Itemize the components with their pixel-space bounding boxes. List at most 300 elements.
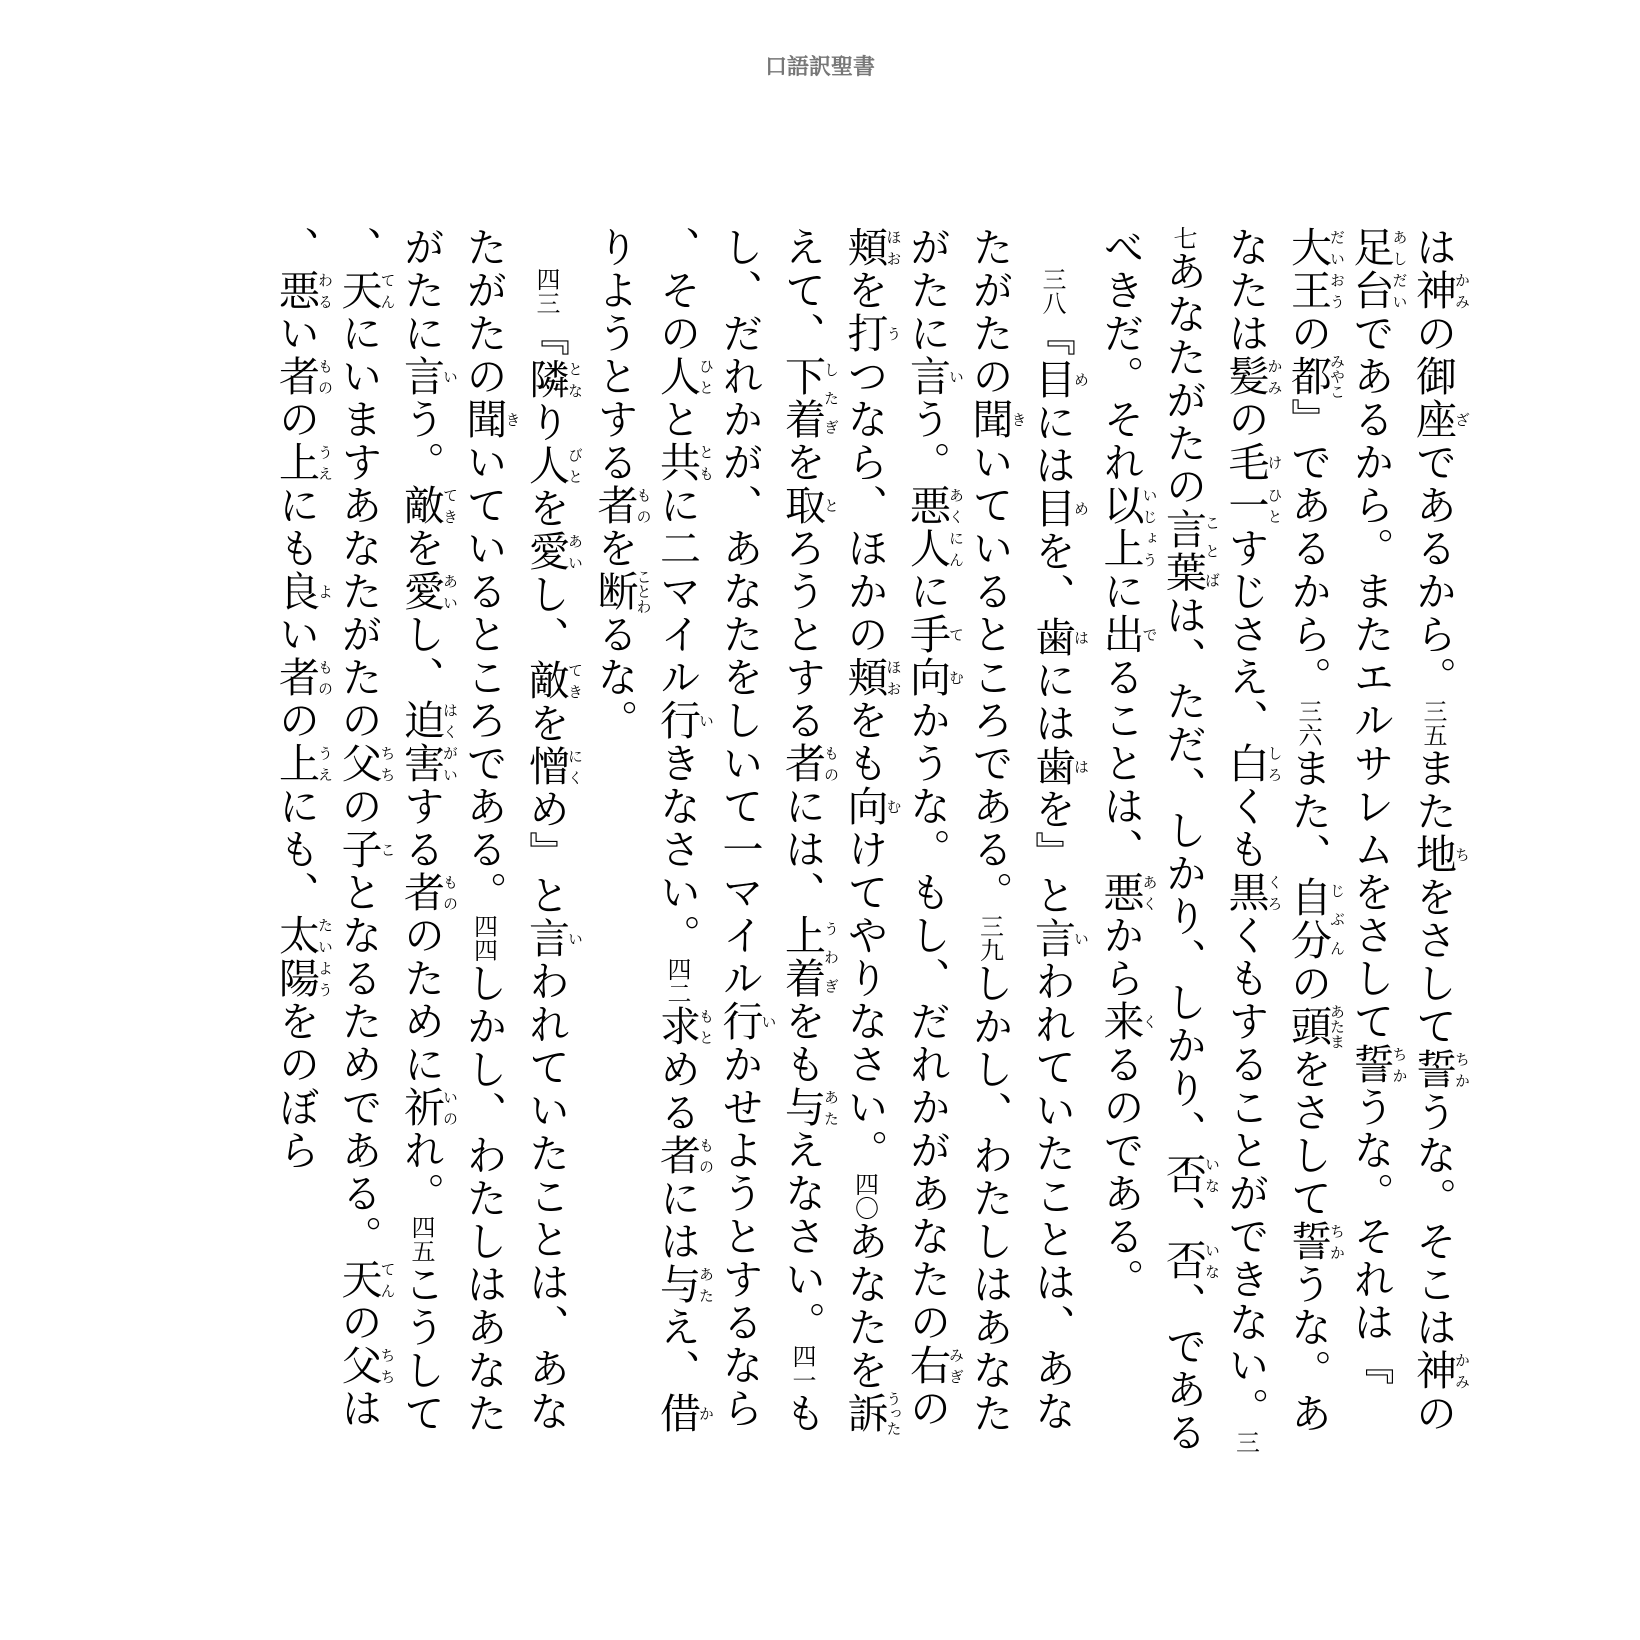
text-run: う。	[903, 398, 951, 484]
ruby-base: 目	[1028, 487, 1076, 530]
ruby-base: 上	[272, 441, 320, 484]
ruby-word	[1159, 1153, 1221, 1196]
ruby-base: 祈	[397, 1086, 445, 1129]
ruby-base: 人	[653, 355, 701, 398]
ruby-word	[653, 355, 715, 398]
ruby-reading: き	[503, 398, 522, 441]
ruby-base: 大王	[1284, 226, 1332, 312]
ruby-reading: もの	[316, 355, 334, 398]
verse-number: 四三	[532, 267, 560, 315]
ruby-word	[272, 570, 334, 613]
text-run: うな。それは『	[1346, 1086, 1395, 1387]
ruby-base: 者	[397, 871, 445, 914]
text-run: もし、だれかが、あなたをしいて一マイル	[715, 226, 826, 1435]
ruby-reading: うった	[884, 1391, 903, 1436]
ruby-word	[272, 656, 334, 699]
text-run: を	[522, 487, 570, 530]
text-run: には、	[778, 785, 826, 914]
ruby-reading: みやこ	[1328, 354, 1346, 399]
text-run: には	[1028, 659, 1076, 745]
ruby-base: 目	[1028, 358, 1076, 401]
text-run: つなら、ほかの	[840, 355, 889, 656]
text-run: の	[1284, 312, 1332, 355]
ruby-reading: てき	[566, 659, 584, 702]
ruby-reading: い	[947, 355, 965, 398]
ruby-base: 共	[653, 441, 701, 484]
ruby-base: 誓	[1346, 1043, 1395, 1086]
text-run: の	[1409, 1392, 1457, 1435]
text-run: るのである。	[1096, 1043, 1145, 1301]
ruby-reading: う	[884, 312, 903, 355]
ruby-word	[715, 1000, 778, 1043]
ruby-reading: ちか	[1390, 1043, 1409, 1086]
text-run: 『	[522, 315, 570, 358]
ruby-base: 言	[397, 355, 445, 398]
ruby-word	[1221, 355, 1284, 398]
text-run: う。	[397, 398, 445, 484]
ruby-base: 与	[653, 1263, 701, 1306]
ruby-word	[590, 484, 653, 527]
text-run: の	[272, 699, 320, 742]
text-run: の	[903, 1387, 951, 1430]
ruby-reading: あた	[822, 1086, 840, 1129]
ruby-base: 髪	[1221, 355, 1270, 398]
ruby-word	[1346, 226, 1409, 312]
ruby-reading: はくがい	[441, 699, 459, 785]
ruby-word	[1284, 1220, 1346, 1263]
ruby-base: 迫害	[397, 699, 445, 785]
ruby-base: 悪人	[903, 484, 951, 570]
ruby-base: 敵	[522, 659, 570, 702]
ruby-reading: みぎ	[947, 1344, 965, 1387]
text-run: うな。そこは	[1409, 1091, 1457, 1349]
ruby-word	[272, 355, 334, 398]
ruby-base: 右	[903, 1344, 951, 1387]
ruby-base: 手向	[903, 613, 951, 699]
ruby-base: 者	[272, 656, 320, 699]
text-run: を』と	[1028, 788, 1076, 917]
ruby-base: 誓	[1409, 1048, 1457, 1091]
ruby-base: 愛	[397, 570, 445, 613]
ruby-reading: あた	[697, 1263, 715, 1306]
ruby-base: 言	[1028, 917, 1076, 960]
text-run: われていたことは、あなたがたの	[965, 226, 1076, 1433]
ruby-word	[1284, 354, 1346, 399]
ruby-reading: いな	[1203, 1153, 1221, 1196]
ruby-word	[965, 398, 1028, 441]
ruby-reading: かみ	[1265, 355, 1284, 398]
text-run: と	[653, 398, 701, 441]
ruby-base: 神	[1409, 1349, 1457, 1392]
ruby-base: 者	[653, 1134, 701, 1177]
text-run: えて、	[778, 226, 826, 355]
ruby-reading: あたま	[1328, 1004, 1346, 1049]
ruby-reading: しろ	[1265, 742, 1284, 785]
ruby-word	[1159, 508, 1221, 594]
text-run: ろうとする	[778, 527, 826, 742]
ruby-reading: あい	[441, 570, 459, 613]
ruby-base: 父	[334, 742, 383, 785]
text-run: けてやりなさい。	[840, 828, 889, 1172]
ruby-reading: め	[1072, 358, 1090, 401]
ruby-base: 人	[522, 444, 570, 487]
ruby-base: 下着	[778, 355, 826, 441]
text-run: には	[653, 1177, 701, 1263]
text-run: の	[272, 398, 320, 441]
text-run: を	[778, 441, 826, 484]
text-run: める	[653, 1048, 701, 1134]
text-run: きなさい。	[653, 742, 701, 957]
ruby-base: 敵	[397, 484, 445, 527]
text-run: えなさい。	[778, 1129, 826, 1344]
ruby-reading: で	[1140, 613, 1159, 656]
ruby-base: 頭	[1284, 1004, 1332, 1049]
text-run: に二マイル	[653, 484, 701, 699]
text-run: また、	[1284, 747, 1332, 876]
ruby-word	[778, 484, 840, 527]
ruby-word	[1221, 742, 1284, 785]
ruby-reading: もの	[697, 1134, 715, 1177]
text-run: 、	[1159, 1196, 1207, 1239]
ruby-base: 上着	[778, 914, 826, 1000]
ruby-word	[1284, 226, 1346, 312]
ruby-reading: ひと	[1265, 484, 1284, 527]
ruby-word	[522, 745, 584, 788]
ruby-word	[1409, 1349, 1471, 1392]
ruby-base: 毛	[1221, 441, 1270, 484]
ruby-base: 聞	[459, 398, 508, 441]
ruby-word	[1346, 1043, 1409, 1086]
ruby-reading: くろ	[1265, 871, 1284, 914]
ruby-base: 向	[840, 785, 889, 828]
text-run: に	[903, 570, 951, 613]
text-run: うな。あなたは	[1221, 226, 1332, 1435]
ruby-reading: もの	[822, 742, 840, 785]
ruby-reading: く	[1140, 1000, 1159, 1043]
ruby-base: 天	[334, 1258, 383, 1301]
text-run: をも	[840, 699, 889, 785]
ruby-reading: ざ	[1453, 398, 1471, 441]
ruby-reading: もの	[441, 871, 459, 914]
ruby-word	[1409, 398, 1471, 441]
ruby-base: 自分	[1284, 876, 1332, 962]
ruby-word	[903, 1344, 965, 1387]
ruby-word	[272, 914, 334, 1000]
ruby-reading: かみ	[1453, 1349, 1471, 1392]
verse-number: 三九	[975, 914, 1004, 962]
ruby-reading: だいおう	[1328, 226, 1346, 312]
ruby-word	[522, 444, 584, 487]
ruby-reading: びと	[566, 444, 584, 487]
ruby-reading: む	[884, 785, 903, 828]
verse-number: 四〇	[850, 1172, 879, 1220]
ruby-reading: ことわ	[634, 569, 653, 614]
ruby-base: 天	[334, 269, 383, 312]
ruby-base: 頬	[840, 656, 889, 699]
text-run: くもすることができない。	[1221, 914, 1270, 1430]
ruby-base: 愛	[522, 530, 570, 573]
text-run: から	[1096, 914, 1145, 1000]
text-run: に	[1096, 570, 1145, 613]
ruby-base: 歯	[1028, 616, 1076, 659]
ruby-reading: もと	[697, 1005, 715, 1048]
ruby-reading: は	[1072, 745, 1090, 788]
text-run: こうして、	[334, 226, 445, 1435]
ruby-base: 訴	[840, 1391, 889, 1436]
ruby-reading: は	[1072, 616, 1090, 659]
ruby-reading: もの	[316, 656, 334, 699]
ruby-base: 隣	[522, 358, 570, 401]
ruby-base: 神	[1409, 269, 1457, 312]
ruby-word	[653, 1263, 715, 1306]
ruby-reading: ほお	[884, 226, 903, 269]
verse-number: 四一	[788, 1344, 816, 1392]
ruby-reading: じぶん	[1328, 876, 1346, 962]
verse-number: 四二	[663, 957, 691, 1005]
ruby-word	[272, 441, 334, 484]
ruby-reading: にく	[566, 745, 584, 788]
text-run: にも	[272, 484, 320, 570]
text-run: の	[334, 1301, 383, 1344]
text-run: また	[1409, 747, 1457, 833]
scripture-text	[265, 226, 1471, 1466]
paragraph	[1089, 226, 1470, 1466]
ruby-word	[334, 1258, 397, 1301]
ruby-word	[1028, 745, 1090, 788]
ruby-word	[653, 1134, 715, 1177]
ruby-base: 来	[1096, 1000, 1145, 1043]
ruby-word	[840, 1391, 903, 1436]
text-run: かせようとするなら、その	[653, 226, 764, 1430]
ruby-word	[1096, 613, 1159, 656]
ruby-word	[1028, 487, 1090, 530]
paragraph	[265, 226, 584, 1466]
ruby-word	[778, 742, 840, 785]
ruby-base: 都	[1284, 354, 1332, 399]
ruby-reading: ち	[1453, 833, 1471, 876]
text-run: をも	[778, 1000, 826, 1086]
text-run: し、	[522, 573, 570, 659]
ruby-base: 地	[1409, 833, 1457, 876]
ruby-reading: け	[1265, 441, 1284, 484]
ruby-reading: わる	[316, 269, 334, 312]
text-run: るな。	[590, 613, 639, 742]
ruby-base: 言葉	[1159, 508, 1207, 594]
ruby-reading: てん	[378, 1258, 397, 1301]
ruby-base: 否	[1159, 1153, 1207, 1196]
ruby-base: 誓	[1284, 1220, 1332, 1263]
page-header: 口語訳聖書	[764, 55, 875, 80]
ruby-reading: ひと	[697, 355, 715, 398]
text-run: え、	[653, 1306, 701, 1392]
text-run: い	[272, 613, 320, 656]
ruby-word	[1096, 1000, 1159, 1043]
ruby-word	[334, 269, 397, 312]
text-run: であるから。	[1409, 441, 1457, 699]
ruby-base: 聞	[965, 398, 1014, 441]
ruby-word	[397, 699, 459, 785]
ruby-reading: ちか	[1328, 1220, 1346, 1263]
text-run: しかし、わたしはあなたがたに	[397, 226, 508, 1435]
ruby-reading: い	[1072, 917, 1090, 960]
ruby-base: 白	[1221, 742, 1270, 785]
ruby-word	[653, 1392, 715, 1435]
ruby-base: 上	[272, 742, 320, 785]
ruby-base: 行	[715, 1000, 764, 1043]
text-run: には	[1028, 401, 1076, 487]
ruby-reading: あく	[1140, 871, 1159, 914]
text-run: を、	[1028, 530, 1076, 616]
text-run: め』と	[522, 788, 570, 917]
ruby-word	[334, 742, 397, 785]
verse-number: 三五	[1419, 699, 1447, 747]
text-run: ることは、	[1096, 656, 1145, 871]
ruby-word	[653, 441, 715, 484]
ruby-reading: かみ	[1453, 269, 1471, 312]
ruby-word	[653, 1005, 715, 1048]
ruby-word	[1159, 1239, 1221, 1282]
ruby-reading: てき	[441, 484, 459, 527]
ruby-reading: ちか	[1453, 1048, 1471, 1091]
ruby-word	[522, 659, 584, 702]
ruby-word	[1221, 484, 1284, 527]
ruby-reading: うえ	[316, 441, 334, 484]
ruby-reading: ちち	[378, 742, 397, 785]
ruby-reading: い	[759, 1000, 778, 1043]
ruby-reading: いの	[441, 1086, 459, 1129]
text-run: くも	[1221, 785, 1270, 871]
text-run: あなたがたの	[1159, 250, 1207, 508]
text-run: の	[1221, 398, 1270, 441]
ruby-word	[334, 828, 397, 871]
ruby-word	[903, 355, 965, 398]
ruby-reading: あい	[566, 530, 584, 573]
ruby-base: 打	[840, 312, 889, 355]
ruby-base: 黒	[1221, 871, 1270, 914]
ruby-reading: たいよう	[316, 914, 334, 1000]
verse-number: 三七	[1169, 226, 1260, 1454]
text-run: 』であるから。	[1284, 398, 1332, 699]
text-run: すじさえ、	[1221, 527, 1270, 742]
ruby-word	[1096, 484, 1159, 570]
text-run: をさして	[1284, 1048, 1332, 1220]
ruby-word	[1028, 917, 1090, 960]
ruby-base: 太陽	[272, 914, 320, 1000]
ruby-word	[653, 699, 715, 742]
ruby-word	[272, 269, 334, 312]
ruby-base: 座	[1409, 398, 1457, 441]
ruby-reading: き	[1009, 398, 1028, 441]
ruby-base: 憎	[522, 745, 570, 788]
ruby-word	[840, 312, 903, 355]
ruby-base: 足台	[1346, 226, 1395, 312]
ruby-base: 子	[334, 828, 383, 871]
ruby-word	[840, 656, 903, 699]
ruby-base: 一	[1221, 484, 1270, 527]
text-run: あなたを	[840, 1220, 889, 1392]
ruby-base: 借	[653, 1392, 701, 1435]
ruby-word	[334, 1344, 397, 1387]
ruby-word	[522, 530, 584, 573]
text-run: かうな。もし、だれかがあなたの	[903, 699, 951, 1344]
text-run: い	[272, 312, 320, 355]
ruby-base: 出	[1096, 613, 1145, 656]
ruby-word	[397, 1086, 459, 1129]
text-run: となるためである。	[334, 871, 383, 1258]
ruby-reading: よ	[316, 570, 334, 613]
ruby-base: 行	[653, 699, 701, 742]
text-run: にいますあなたがたの	[334, 312, 383, 742]
text-run: の	[1284, 962, 1332, 1005]
ruby-reading: したぎ	[822, 355, 840, 441]
ruby-word	[1221, 441, 1284, 484]
ruby-base: 者	[272, 355, 320, 398]
ruby-word	[778, 355, 840, 441]
ruby-word	[397, 484, 459, 527]
ruby-base: 取	[778, 484, 826, 527]
ruby-word	[1028, 616, 1090, 659]
ruby-base: 良	[272, 570, 320, 613]
ruby-reading: い	[441, 355, 459, 398]
ruby-reading: あくにん	[947, 484, 965, 570]
ruby-word	[903, 613, 965, 699]
ruby-base: 言	[903, 355, 951, 398]
text-run: の	[334, 785, 383, 828]
ruby-base: 者	[590, 484, 639, 527]
ruby-reading: とも	[697, 441, 715, 484]
ruby-base: 断	[590, 569, 639, 614]
text-run: 『	[1028, 315, 1076, 358]
ruby-word	[1409, 833, 1471, 876]
ruby-reading: うわぎ	[822, 914, 840, 1000]
ruby-word	[459, 398, 522, 441]
ruby-reading: ことば	[1203, 508, 1221, 594]
text-run: り	[522, 401, 570, 444]
ruby-reading: ちち	[378, 1344, 397, 1387]
ruby-reading: い	[566, 917, 584, 960]
ruby-word	[1284, 876, 1346, 962]
ruby-reading: こ	[378, 828, 397, 871]
text-run: であるから。またエルサレムをさして	[1346, 312, 1395, 1043]
ruby-reading: か	[697, 1392, 715, 1435]
text-run: をのぼら	[272, 1000, 320, 1172]
ruby-base: 父	[334, 1344, 383, 1387]
ruby-reading: いじょう	[1140, 484, 1159, 570]
text-run: いているところである。	[459, 441, 508, 914]
text-run: いているところである。	[965, 441, 1014, 914]
ruby-word	[1409, 1048, 1471, 1091]
ruby-reading: もの	[634, 484, 653, 527]
ruby-base: 言	[522, 917, 570, 960]
text-run: われていたことは、あなたがたの	[459, 226, 570, 1433]
ruby-base: 悪	[272, 269, 320, 312]
text-run: は、	[272, 226, 383, 1430]
text-run: を	[522, 702, 570, 745]
ruby-base: 歯	[1028, 745, 1076, 788]
ruby-word	[522, 358, 584, 401]
ruby-base: 頬	[840, 226, 889, 269]
ruby-base: 悪	[1096, 871, 1145, 914]
ruby-reading: てむ	[947, 613, 965, 699]
verse-number: 三六	[1294, 699, 1322, 747]
text-run: を	[840, 269, 889, 312]
ruby-reading: と	[822, 484, 840, 527]
ruby-word	[840, 785, 903, 828]
ruby-reading: てん	[378, 269, 397, 312]
ruby-word	[778, 914, 840, 1000]
ruby-base: 者	[778, 742, 826, 785]
text-run: し、	[397, 613, 445, 699]
